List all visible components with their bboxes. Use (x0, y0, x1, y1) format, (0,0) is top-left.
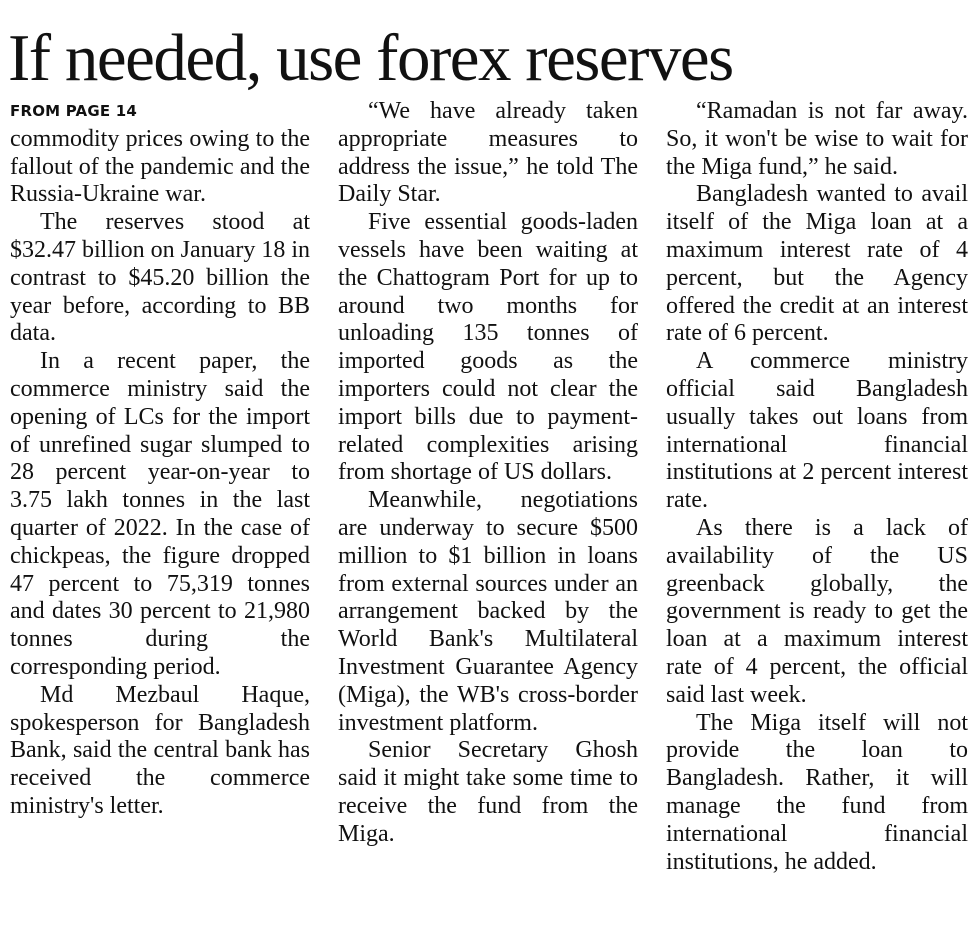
article-column-2 (338, 98, 638, 938)
article-paragraph: In a recent paper, the commerce ministry said the opening of LCs for the import of unrefined sugar slumped to 28 percent year-on-year to 3.75 lakh tonnes in the last quarter of 2022. In the case of chickpeas, the figure dropped 47 percent to 75,319 tonnes and dates 30 percent to 21,980 tonnes during the corresponding period. (10, 348, 310, 680)
article-paragraph: “We have already taken appropriate measures to address the issue,” he told The Daily Star. (338, 98, 638, 208)
article-paragraph: Bangladesh wanted to avail itself of the Miga loan at a maximum interest rate of 4 percent, but the Agency offered the credit at an interest rate of 6 percent. (666, 181, 968, 347)
article-paragraph: Md Mezbaul Haque, spokesperson for Bangladesh Bank, said the central bank has received the commerce ministry's letter. (10, 681, 310, 819)
headline: If needed, use forex reserves (8, 21, 733, 95)
article-paragraph: Meanwhile, negotiations are underway to secure $500 million to $1 billion in loans from external sources under an arrangement backed by the World Bank's Multilateral Investment Guarantee Agency (Miga), the WB's cross-border investment platform. (338, 487, 638, 736)
article-paragraph: The Miga itself will not provide the loan to Bangladesh. Rather, it will manage the fund from international financial institutions, he added. (666, 709, 968, 875)
article-column-3 (666, 98, 968, 938)
article-paragraph: Five essential goods-laden vessels have been waiting at the Chattogram Port for up to around two months for unloading 135 tonnes of imported goods as the importers could not clear the import bills due to payment-related complexities arising from shortage of US dollars. (338, 209, 638, 486)
article-paragraph: “Ramadan is not far away. So, it won't be wise to wait for the Miga fund,” he said. (666, 98, 968, 180)
article-column-1 (10, 98, 310, 938)
article-paragraph: Senior Secretary Ghosh said it might take some time to receive the fund from the Miga. (338, 737, 638, 847)
continuation-kicker: FROM PAGE 14 (10, 102, 137, 120)
article-paragraph: As there is a lack of availability of the US greenback globally, the government is ready to get the loan at a maximum interest rate of 4 percent, the official said last week. (666, 514, 968, 708)
article-paragraph: The reserves stood at $32.47 billion on January 18 in contrast to $45.20 billion the year before, according to BB data. (10, 209, 310, 347)
article-paragraph: commodity prices owing to the fallout of the pandemic and the Russia-Ukraine war. (10, 125, 310, 208)
article-paragraph: A commerce ministry official said Bangladesh usually takes out loans from international financial institutions at 2 percent interest rate. (666, 348, 968, 514)
